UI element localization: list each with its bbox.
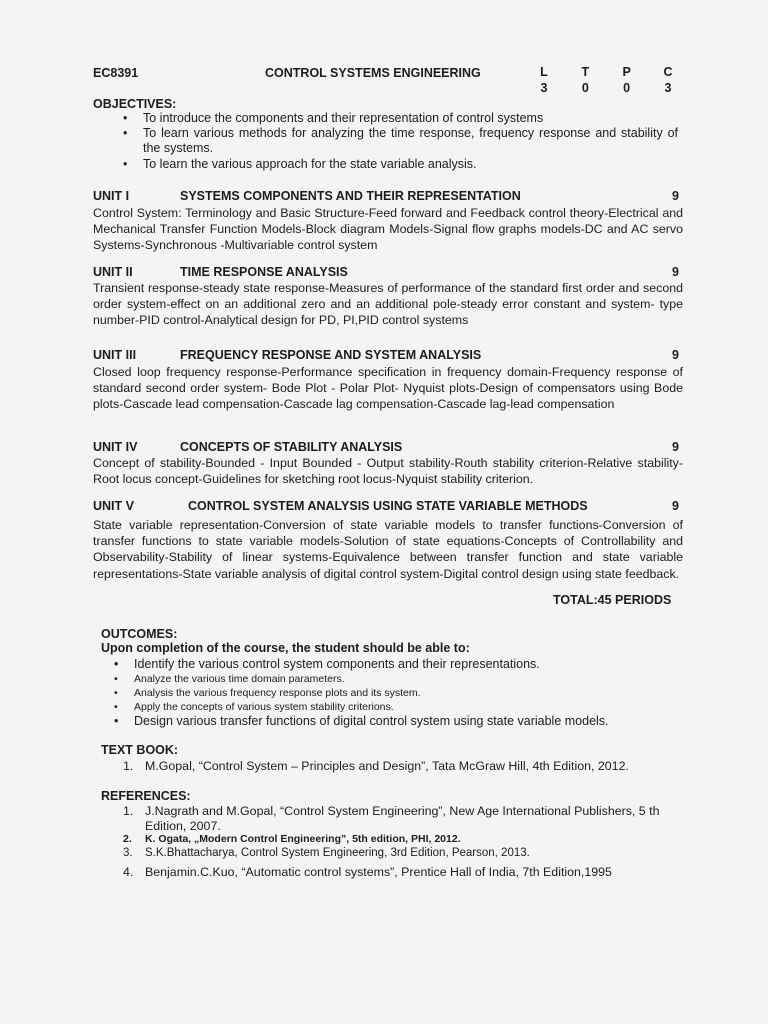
unit-2-content: Transient response-steady state response-Measures of performance of the standard first order and second order system-effect on an additional zero and an additional pole-steady error constant and system- type number-PID control-Analytical design for PD, PI,PID control systems [93,281,683,328]
reference-item [123,846,685,861]
unit-3-content: Closed loop frequency response-Performance specification in frequency domain-Frequency response of standard second order system- Bode Plot - Polar Plot- Nyquist plots-Design of compensators using Bode plots-Cascade lead compensation-Cascade lag compensation-Cascade lag-lead compensation [93,365,683,412]
ltpc-label-l: L [540,65,548,79]
objective-item: • To introduce the components and their representation of control systems [143,111,678,126]
unit-hours: 9 [672,440,679,454]
unit-number: UNIT V [93,499,134,513]
item-number: 3. [123,847,133,859]
ltpc-label-p: P [622,65,631,79]
ltpc-value-t: 0 [581,81,589,95]
textbook-item [123,759,685,774]
reference-item [123,864,685,880]
ltpc-label-c: C [663,65,673,79]
unit-4-content: Concept of stability-Bounded - Input Bounded - Output stability-Routh stability criterion-Relative stability-Root locus concept-Guidelines for sketching root locus-Nyquist stability criterion. [93,456,683,487]
textbook-heading: TEXT BOOK: [101,743,179,757]
outcome-item: • Identify the various control system components and their representations. [134,657,674,672]
ltpc-value-l: 3 [540,81,548,95]
item-number: 1. [123,804,134,818]
outcome-item: • Design various transfer functions of digital control system using state variable models. [134,714,674,729]
reference-item [123,804,685,833]
unit-title: TIME RESPONSE ANALYSIS [180,265,348,279]
unit-5-content: State variable representation-Conversion of state variable models to transfer functions-Conversion of transfer functions to state variable models-Solution of state equations-Concepts of Controllability and Observability-Stability of linear systems-Equivalence between transfer function and state variable representations-State variable analysis of digital control system-Digital control design using state feedback. [93,518,683,581]
references-heading: REFERENCES: [101,789,191,803]
item-number: 4. [123,864,134,879]
references-list [123,804,685,879]
reference-item [123,833,685,846]
ltpc-value-p: 0 [623,81,631,95]
unit-hours: 9 [672,265,679,279]
course-code: EC8391 [93,66,139,80]
objectives-list [143,111,678,172]
item-text: Benjamin.C.Kuo, “Automatic control systems”, Prentice Hall of India, 7th Edition,1995 [145,864,612,879]
unit-1-content: Control System: Terminology and Basic Structure-Feed forward and Feedback control theory-Electrical and Mechanical Transfer Function Models-Block diagram Models-Signal flow graphs models-DC and AC servo Systems-Synchronous -Multivariable control system [93,206,683,253]
objectives-heading: OBJECTIVES: [93,97,177,111]
ltpc-value-c: 3 [664,81,672,95]
item-text: S.K.Bhattacharya, Control System Engineering, 3rd Edition, Pearson, 2013. [145,847,530,859]
outcomes-heading: OUTCOMES: [101,627,178,641]
total-periods: TOTAL:45 PERIODS [553,593,672,607]
item-text: M.Gopal, “Control System – Principles and Design”, Tata McGraw Hill, 4th Edition, 2012. [145,759,629,773]
item-number: 2. [123,833,132,845]
unit-title: FREQUENCY RESPONSE AND SYSTEM ANALYSIS [180,348,482,362]
item-number: 1. [123,759,134,773]
outcome-item: • Apply the concepts of various system stability criterions. [134,700,674,714]
objective-item: • To learn various methods for analyzing the time response, frequency response and stability of the systems. [143,126,678,156]
unit-number: UNIT II [93,265,133,279]
unit-number: UNIT IV [93,440,138,454]
unit-hours: 9 [672,348,679,362]
ltpc-table [538,64,674,96]
unit-title: CONCEPTS OF STABILITY ANALYSIS [180,440,403,454]
unit-title: SYSTEMS COMPONENTS AND THEIR REPRESENTATION [180,189,521,203]
unit-number: UNIT I [93,189,130,203]
ltpc-label-t: T [581,65,590,79]
item-text: J.Nagrath and M.Gopal, “Control System Engineering”, New Age International Publishers, 5 th Edition, 2007. [145,804,660,833]
textbook-list [123,759,685,774]
unit-hours: 9 [672,499,679,513]
unit-hours: 9 [672,189,679,203]
unit-title: CONTROL SYSTEM ANALYSIS USING STATE VARIABLE METHODS [188,499,588,513]
objective-item: • To learn the various approach for the state variable analysis. [143,157,678,172]
outcome-item: • Analysis the various frequency response plots and its system. [134,686,674,700]
unit-number: UNIT III [93,348,137,362]
outcomes-intro: Upon completion of the course, the student should be able to: [101,641,470,655]
outcome-item: • Analyze the various time domain parameters. [134,672,674,686]
course-title: CONTROL SYSTEMS ENGINEERING [265,66,481,80]
outcomes-list [134,657,674,729]
item-text: K. Ogata, „Modern Control Engineering”, 5th edition, PHI, 2012. [145,833,461,845]
